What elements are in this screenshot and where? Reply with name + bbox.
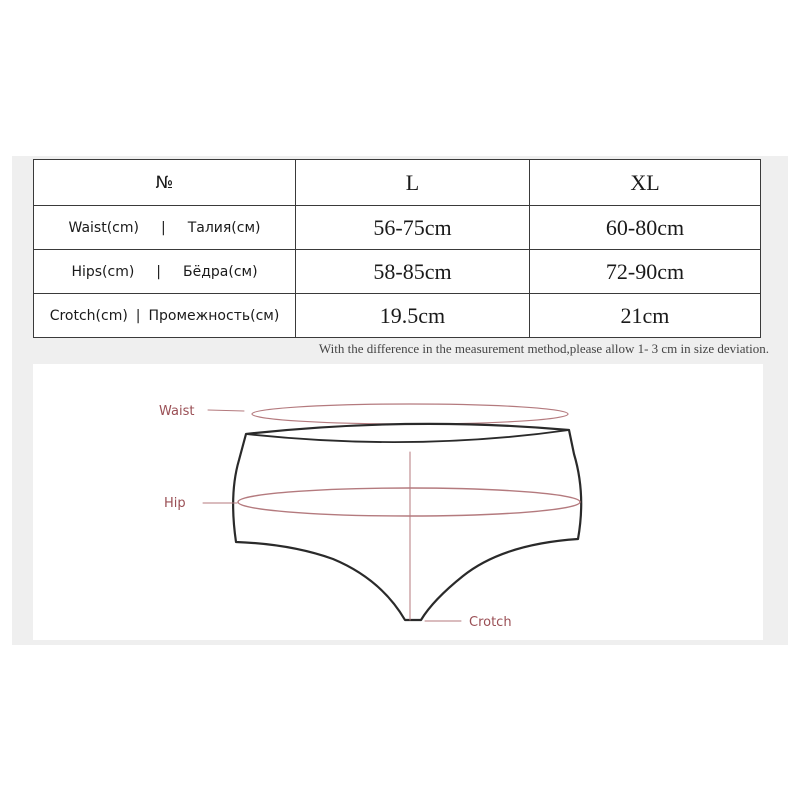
waist-leader-line <box>208 410 244 411</box>
size-deviation-note: With the difference in the measurement method,please allow 1- 3 cm in size deviation. <box>318 341 769 356</box>
table-row-hips <box>34 250 761 294</box>
header-size-xl: XL <box>530 160 761 206</box>
header-number: № <box>34 160 296 206</box>
row-label-waist <box>34 206 296 250</box>
label-en: Crotch(cm) <box>49 307 128 324</box>
label-en: Waist(cm) <box>68 219 139 236</box>
waist-xl-value: 60-80cm <box>530 206 761 250</box>
table-row-waist <box>34 206 761 250</box>
label-ru: Бёдра(см) <box>183 263 258 280</box>
waist-label: Waist <box>159 404 195 419</box>
hips-l-value: 58-85cm <box>296 250 530 294</box>
crotch-l-value: 19.5cm <box>296 294 530 338</box>
waist-l-value: 56-75cm <box>296 206 530 250</box>
label-separator: | <box>160 219 166 236</box>
waistband-line <box>246 430 569 442</box>
label-separator: | <box>135 307 141 324</box>
hip-measure-line <box>238 488 580 516</box>
waist-measure-line <box>252 404 568 424</box>
briefs-diagram-svg <box>33 364 763 640</box>
hips-xl-value: 72-90cm <box>530 250 761 294</box>
label-ru: Талия(см) <box>187 219 261 236</box>
measurement-diagram <box>33 364 763 640</box>
hip-label: Hip <box>164 496 186 511</box>
label-ru: Промежность(см) <box>148 307 280 324</box>
row-label-hips <box>34 250 296 294</box>
label-separator: | <box>156 263 162 280</box>
table-row-crotch <box>34 294 761 338</box>
row-label-crotch <box>34 294 296 338</box>
label-en: Hips(cm) <box>71 263 135 280</box>
header-size-l: L <box>296 160 530 206</box>
briefs-outline <box>233 424 581 620</box>
table-header-row <box>34 160 761 206</box>
size-table <box>33 159 761 338</box>
crotch-xl-value: 21cm <box>530 294 761 338</box>
crotch-label: Crotch <box>469 615 512 630</box>
